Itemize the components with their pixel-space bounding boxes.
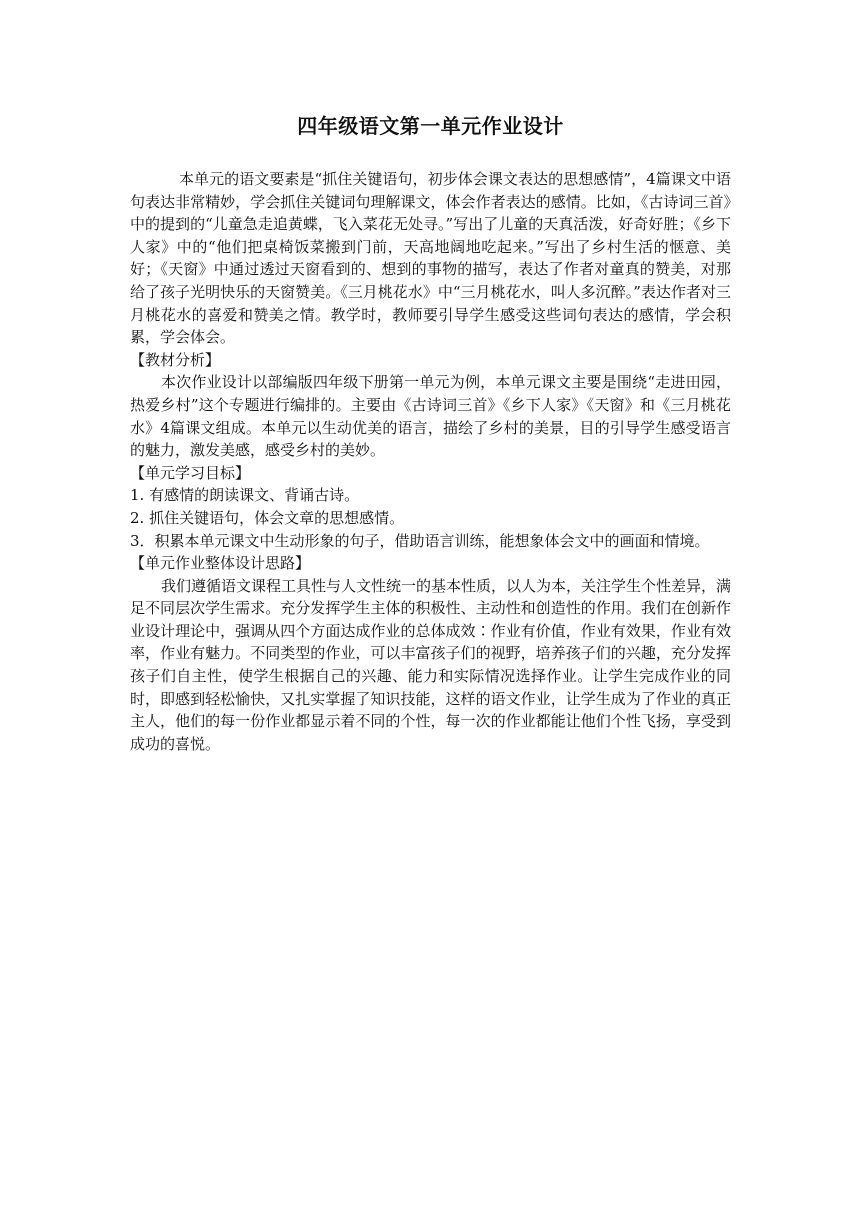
document-title: 四年级语文第一单元作业设计: [297, 114, 564, 138]
learning-goal-item: 3．积累本单元课文中生动形象的句子，借助语言训练，能想象体会文中的画面和情境。: [130, 531, 710, 550]
learning-goal-item: 2. 抓住关键语句，体会文章的思想感情。: [130, 508, 405, 527]
learning-goal-item: 1. 有感情的朗读课文、背诵古诗。: [130, 486, 360, 505]
document-page: [130, 112, 731, 755]
design-approach-paragraph: 我们遵循语文课程工具性与人文性统一的基本性质，以人为本，关注学生个性差异，满足不同层次学生需求。充分发挥学生主体的积极性、主动性和创造性的作用。我们在创新作业设计理论中，强调从四个方面达成作业的总体成效∶作业有价值，作业有效果，作业有效率，作业有魅力。不同类型的作业，可以丰富孩子们的视野，培养孩子们的兴趣，充分发挥孩子们自主性，使学生根据自己的兴趣、能力和实际情况选择作业。让学生完成作业的同时，即感到轻松愉快，又扎实掌握了知识技能，这样的语文作业，让学生成为了作业的真正主人，他们的每一份作业都显示着不同的个性，每一次的作业都能让他们个性飞扬，享受到成功的喜悦。: [130, 576, 732, 753]
textbook-analysis-paragraph: 本次作业设计以部编版四年级下册第一单元为例，本单元课文主要是围绕“走进田园，热爱乡村”这个专题进行编排的。主要由《古诗词三首》《乡下人家》《天窗》和《三月桃花水》4篇课文组成。本单元以生动优美的语言，描绘了乡村的美景，目的引导学生感受语言的魅力，激发美感，感受乡村的美妙。: [130, 373, 731, 460]
section-heading-design-approach: 【单元作业整体设计思路】: [130, 554, 311, 573]
section-heading-textbook-analysis: 【教材分析】: [130, 350, 221, 369]
intro-paragraph: 本单元的语文要素是“抓住关键语句，初步体会课文表达的思想感情”，4篇课文中语句表达非常精妙，学会抓住关键词句理解课文，体会作者表达的感情。比如，《古诗词三首》中的提到的“儿童急走追黄蝶，飞入菜花无处寻。”写出了儿童的天真活泼，好奇好胜；《乡下人家》中的“他们把桌椅饭菜搬到门前，天高地阔地吃起来。”写出了乡村生活的惬意、美好；《天窗》中通过透过天窗看到的、想到的事物的描写，表达了作者对童真的赞美，对那给了孩子光明快乐的天窗赞美。《三月桃花水》中“三月桃花水，叫人多沉醉。”表达作者对三月桃花水的喜爱和赞美之情。教学时，教师要引导学生感受这些词句表达的感情，学会积累，学会体会。: [130, 170, 731, 347]
section-heading-learning-goals: 【单元学习目标】: [130, 463, 251, 482]
